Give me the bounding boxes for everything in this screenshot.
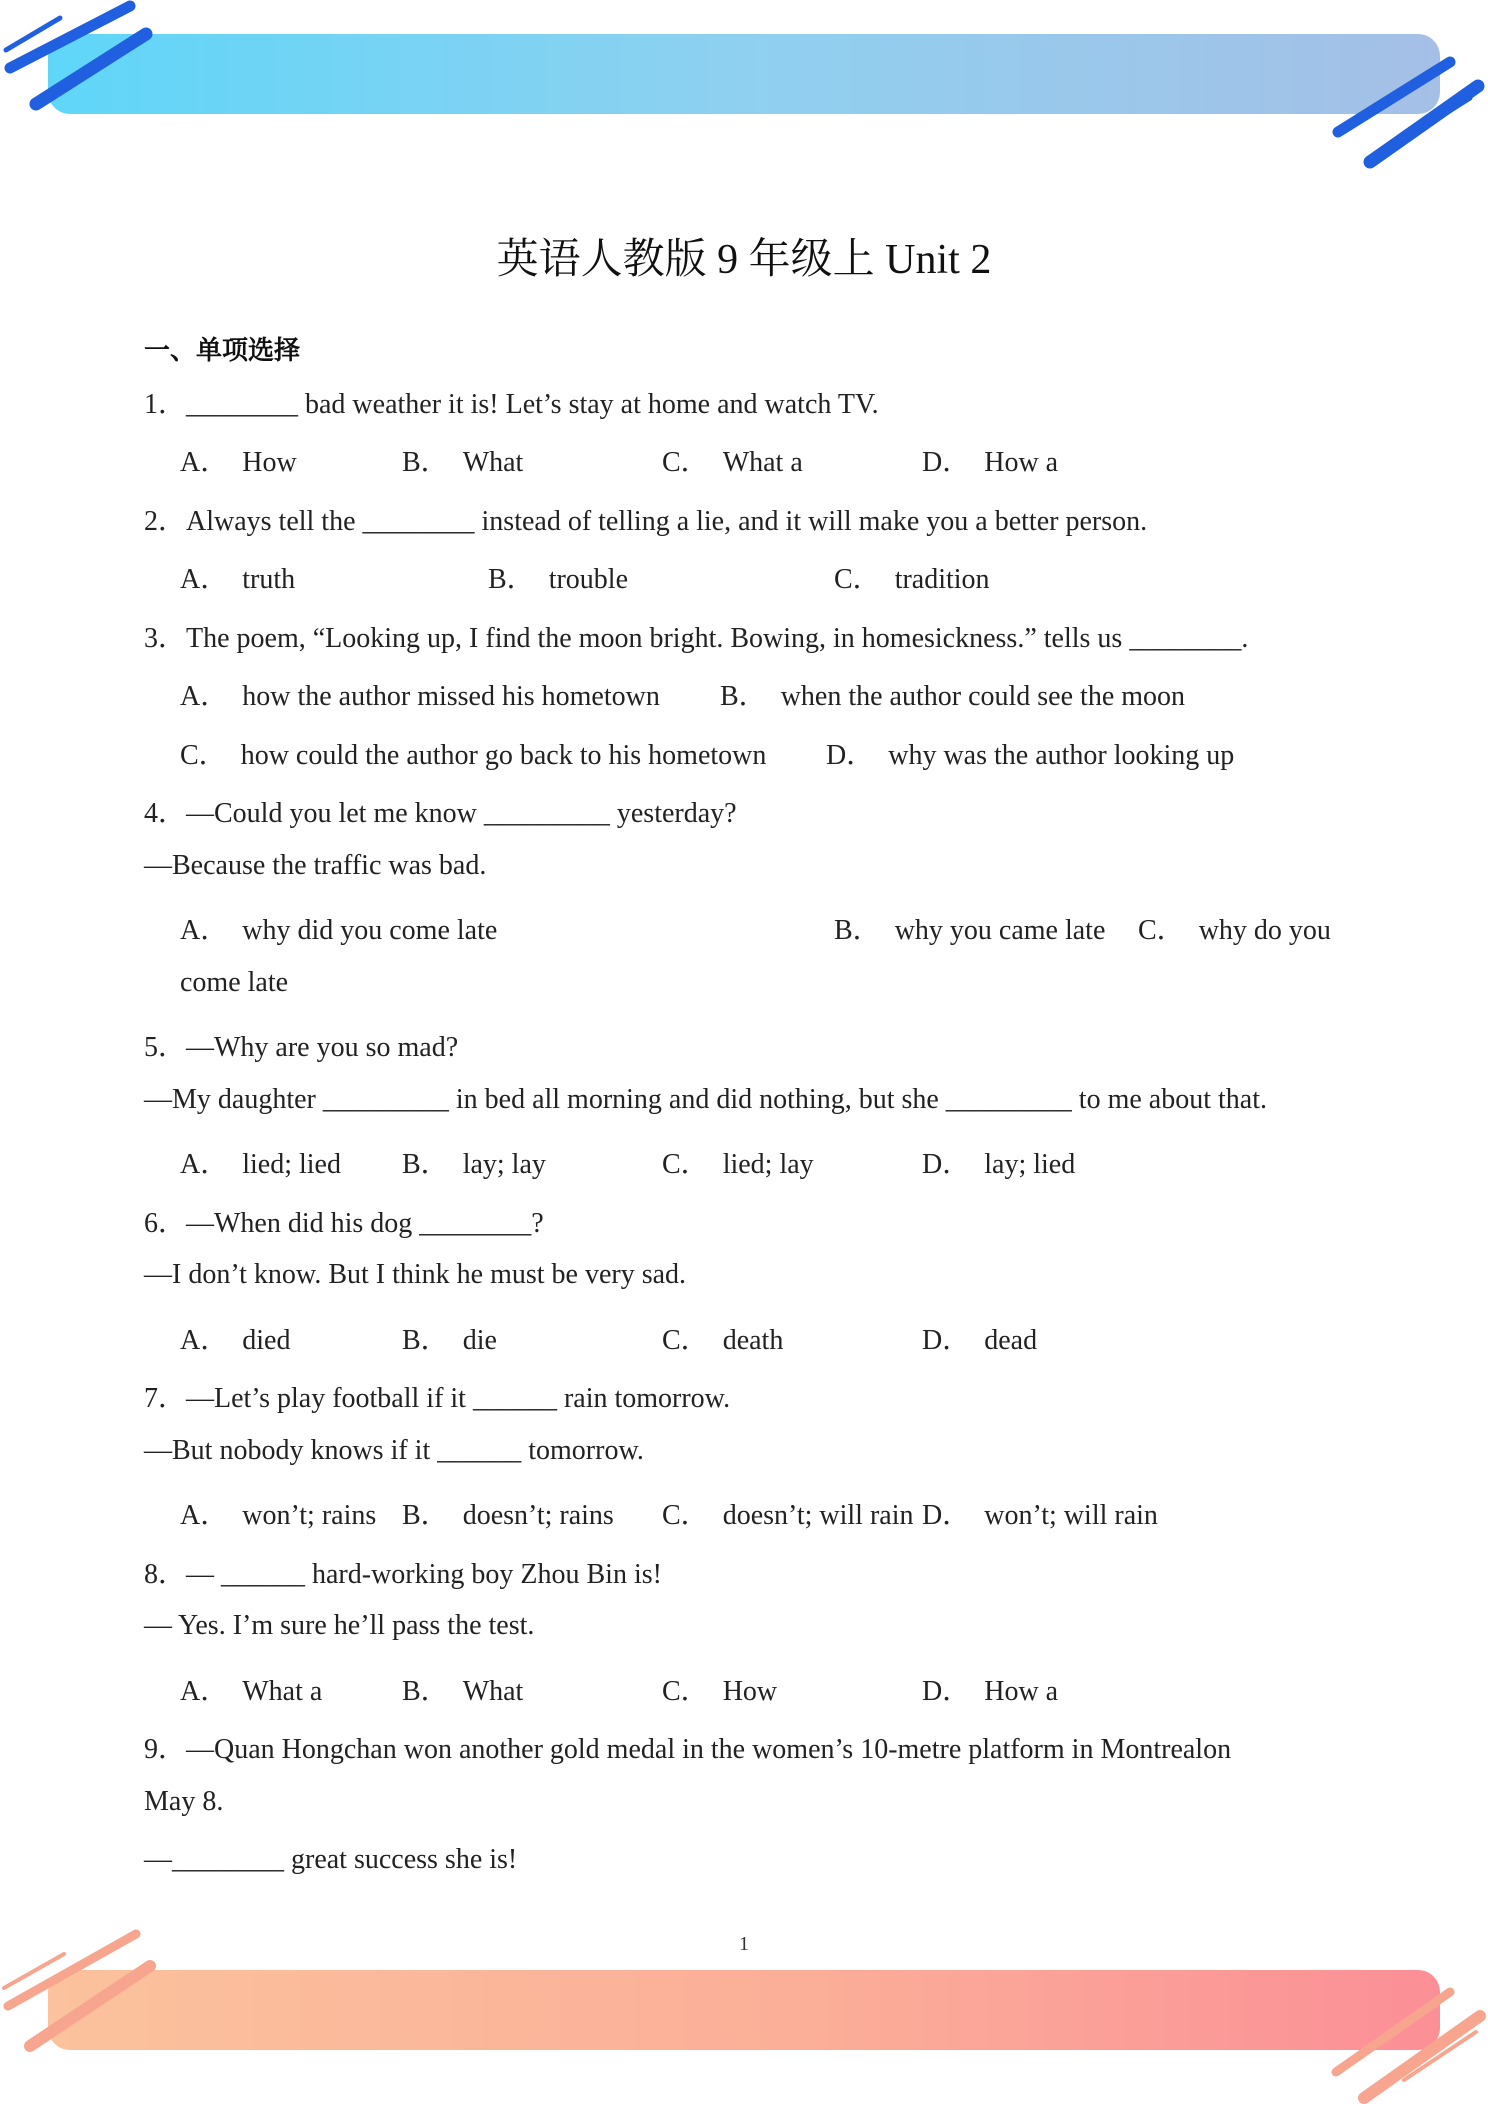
q5-option-b: B． lay; lay <box>402 1149 546 1180</box>
q3-option-a: A． how the author missed his hometown <box>180 681 660 712</box>
q2-option-c: C． tradition <box>834 564 990 595</box>
question-9: 9．—Quan Hongchan won another gold medal in the women’s 10-metre platform in Montrealon <box>144 1734 1232 1765</box>
q8-option-b: B． What <box>402 1676 524 1707</box>
q1-option-b: B． What <box>402 447 524 478</box>
header-stripes-left <box>0 0 160 120</box>
question-8: 8．— ______ hard-working boy Zhou Bin is! <box>144 1559 662 1590</box>
q7-option-a: A． won’t; rains <box>180 1500 377 1531</box>
section-heading: 一、单项选择 <box>144 336 301 366</box>
question-9-continued: May 8. <box>144 1786 224 1817</box>
q2-option-b: B． trouble <box>488 564 628 595</box>
q1-option-a: A． How <box>180 447 297 478</box>
q8-option-c: C． How <box>662 1676 778 1707</box>
q1-option-d: D． How a <box>922 447 1059 478</box>
question-4: 4．—Could you let me know _________ yesterday? <box>144 798 737 829</box>
question-3: 3．The poem, “Looking up, I find the moon bright. Bowing, in homesickness.” tells us ________. <box>144 623 1249 654</box>
q4-option-c-continued: come late <box>180 967 289 998</box>
q4-option-c: C． why do you <box>1138 915 1331 946</box>
q6-option-d: D． dead <box>922 1325 1038 1356</box>
question-2: 2．Always tell the ________ instead of telling a lie, and it will make you a better person. <box>144 506 1148 537</box>
question-5-reply: —My daughter _________ in bed all morning and did nothing, but she _________ to me about that. <box>144 1084 1267 1115</box>
header-band <box>48 34 1440 114</box>
question-8-reply: — Yes. I’m sure he’ll pass the test. <box>144 1610 535 1641</box>
footer-stripes-left <box>0 1926 170 2066</box>
q5-option-d: D． lay; lied <box>922 1149 1076 1180</box>
q5-option-c: C． lied; lay <box>662 1149 814 1180</box>
q7-option-d: D． won’t; will rain <box>922 1500 1158 1531</box>
q6-option-c: C． death <box>662 1325 784 1356</box>
question-6-reply: —I don’t know. But I think he must be very sad. <box>144 1259 687 1290</box>
question-6: 6．—When did his dog ________? <box>144 1208 544 1239</box>
question-7-reply: —But nobody knows if it ______ tomorrow. <box>144 1435 644 1466</box>
question-1: 1．________ bad weather it is! Let’s stay at home and watch TV. <box>144 389 879 420</box>
header-stripes-right <box>1320 50 1488 180</box>
q4-option-b: B． why you came late <box>834 915 1106 946</box>
q2-option-a: A． truth <box>180 564 296 595</box>
page-title: 英语人教版 9 年级上 Unit 2 <box>496 237 992 283</box>
footer-band <box>48 1970 1440 2050</box>
q6-option-a: A． died <box>180 1325 291 1356</box>
question-5: 5．—Why are you so mad? <box>144 1032 459 1063</box>
q7-option-c: C． doesn’t; will rain <box>662 1500 914 1531</box>
q1-option-c: C． What a <box>662 447 803 478</box>
q6-option-b: B． die <box>402 1325 497 1356</box>
q8-option-a: A． What a <box>180 1676 323 1707</box>
q3-option-d: D． why was the author looking up <box>826 740 1235 771</box>
q5-option-a: A． lied; lied <box>180 1149 341 1180</box>
q7-option-b: B． doesn’t; rains <box>402 1500 614 1531</box>
page-number: 1 <box>739 1933 749 1955</box>
q4-option-a: A． why did you come late <box>180 915 498 946</box>
q3-option-c: C． how could the author go back to his hometown <box>180 740 767 771</box>
question-9-reply: —________ great success she is! <box>144 1844 518 1875</box>
question-4-reply: —Because the traffic was bad. <box>144 850 487 881</box>
footer-stripes-right <box>1318 1976 1488 2104</box>
q8-option-d: D． How a <box>922 1676 1059 1707</box>
q3-option-b: B． when the author could see the moon <box>720 681 1186 712</box>
question-7: 7．—Let’s play football if it ______ rain tomorrow. <box>144 1383 731 1414</box>
